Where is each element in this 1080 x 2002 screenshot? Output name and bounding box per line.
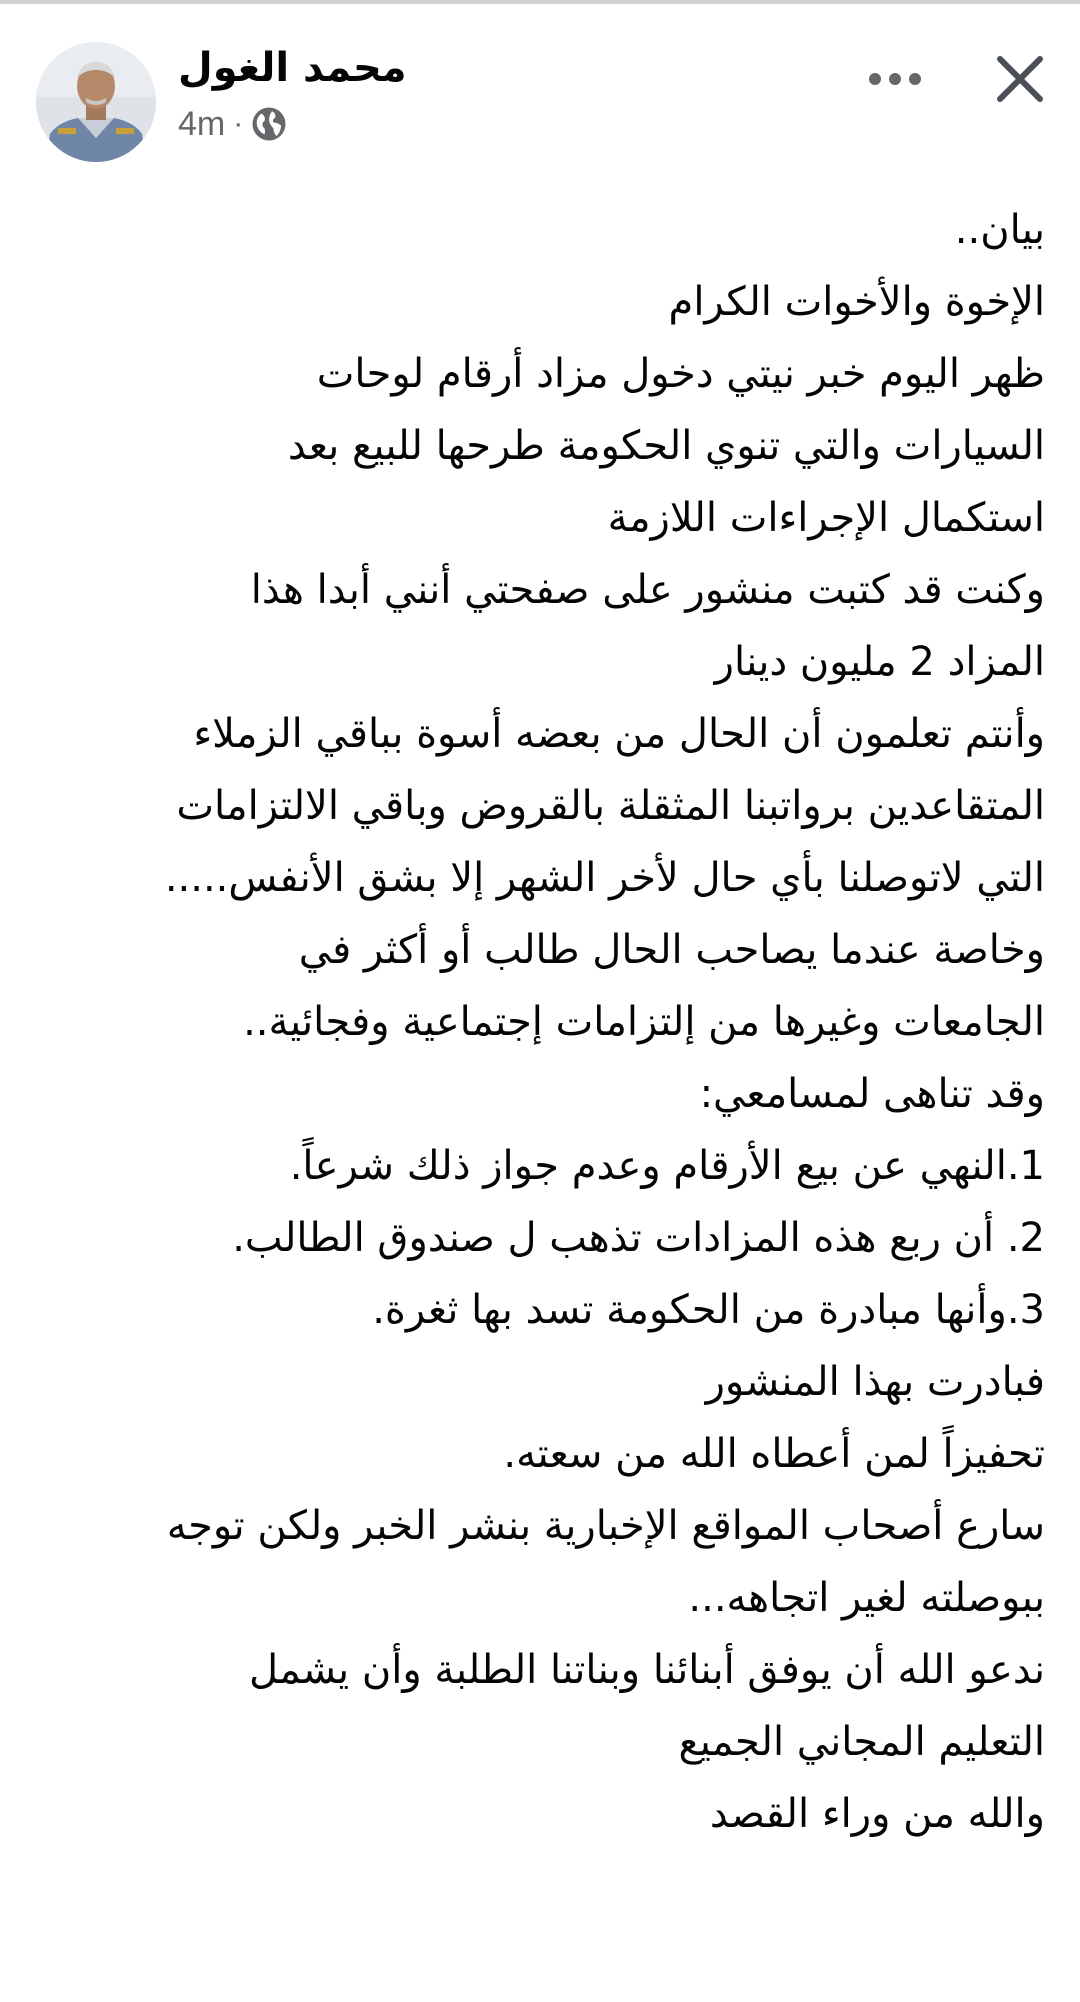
globe-icon: [251, 106, 287, 142]
post-line: المزاد 2 مليون دينار: [714, 639, 1045, 685]
meta-separator: ·: [233, 107, 244, 140]
post-line: التي لاتوصلنا بأي حال لأخر الشهر إلا بشق الأنفس.....: [164, 855, 1045, 901]
post-line: بيان..: [954, 207, 1045, 253]
post-line: سارع أصحاب المواقع الإخبارية بنشر الخبر ولكن توجه: [166, 1503, 1045, 1549]
avatar[interactable]: [36, 42, 156, 162]
post-line: ظهر اليوم خبر نيتي دخول مزاد أرقام لوحات: [316, 351, 1045, 397]
post-line: وكنت قد كتبت منشور على صفحتي أنني أبدا هذا: [250, 567, 1045, 613]
author-name[interactable]: محمد الغول: [178, 45, 407, 91]
post-line: وأنتم تعلمون أن الحال من بعضه أسوة بباقي الزملاء: [193, 711, 1045, 757]
avatar-image: [36, 42, 156, 162]
post-line: المتقاعدين برواتبنا المثقلة بالقروض وباقي الالتزامات: [176, 783, 1045, 829]
post-line: 1.النهي عن بيع الأرقام وعدم جواز ذلك شرعاً.: [289, 1143, 1045, 1189]
post-header: [0, 34, 1080, 174]
post-line: تحفيزاً لمن أعطاه الله من سعته.: [503, 1431, 1045, 1477]
post-text: [30, 194, 1045, 1850]
top-divider: [0, 0, 1080, 4]
post-line: الإخوة والأخوات الكرام: [668, 279, 1045, 325]
post-line: 2. أن ربع هذه المزادات تذهب ل صندوق الطالب.: [232, 1215, 1045, 1261]
post-line: الجامعات وغيرها من إلتزامات إجتماعية وفجائية..: [243, 999, 1045, 1045]
more-horizontal-icon: [865, 71, 925, 87]
close-button[interactable]: [985, 44, 1055, 114]
post-line: السيارات والتي تنوي الحكومة طرحها للبيع بعد: [287, 423, 1045, 469]
more-options-button[interactable]: [860, 54, 930, 104]
post-line: ببوصلته لغير اتجاهه...: [688, 1575, 1045, 1621]
post-meta: [178, 104, 407, 144]
post-time[interactable]: 4m: [178, 105, 226, 143]
post-line: ندعو الله أن يوفق أبنائنا وبناتنا الطلبة وأن يشمل: [248, 1647, 1045, 1693]
post-line: 3.وأنها مبادرة من الحكومة تسد بها ثغرة.: [372, 1287, 1045, 1333]
post-line: التعليم المجاني الجميع: [678, 1719, 1045, 1765]
post-line: وخاصة عندما يصاحب الحال طالب أو أكثر في: [298, 927, 1045, 973]
post-line: وقد تناهى لمسامعي:: [699, 1071, 1045, 1117]
post-line: والله من وراء القصد: [709, 1791, 1045, 1837]
author-block: [178, 40, 407, 144]
post-line: استكمال الإجراءات اللازمة: [607, 495, 1045, 541]
post-line: فبادرت بهذا المنشور: [705, 1359, 1045, 1405]
close-icon: [994, 53, 1046, 105]
